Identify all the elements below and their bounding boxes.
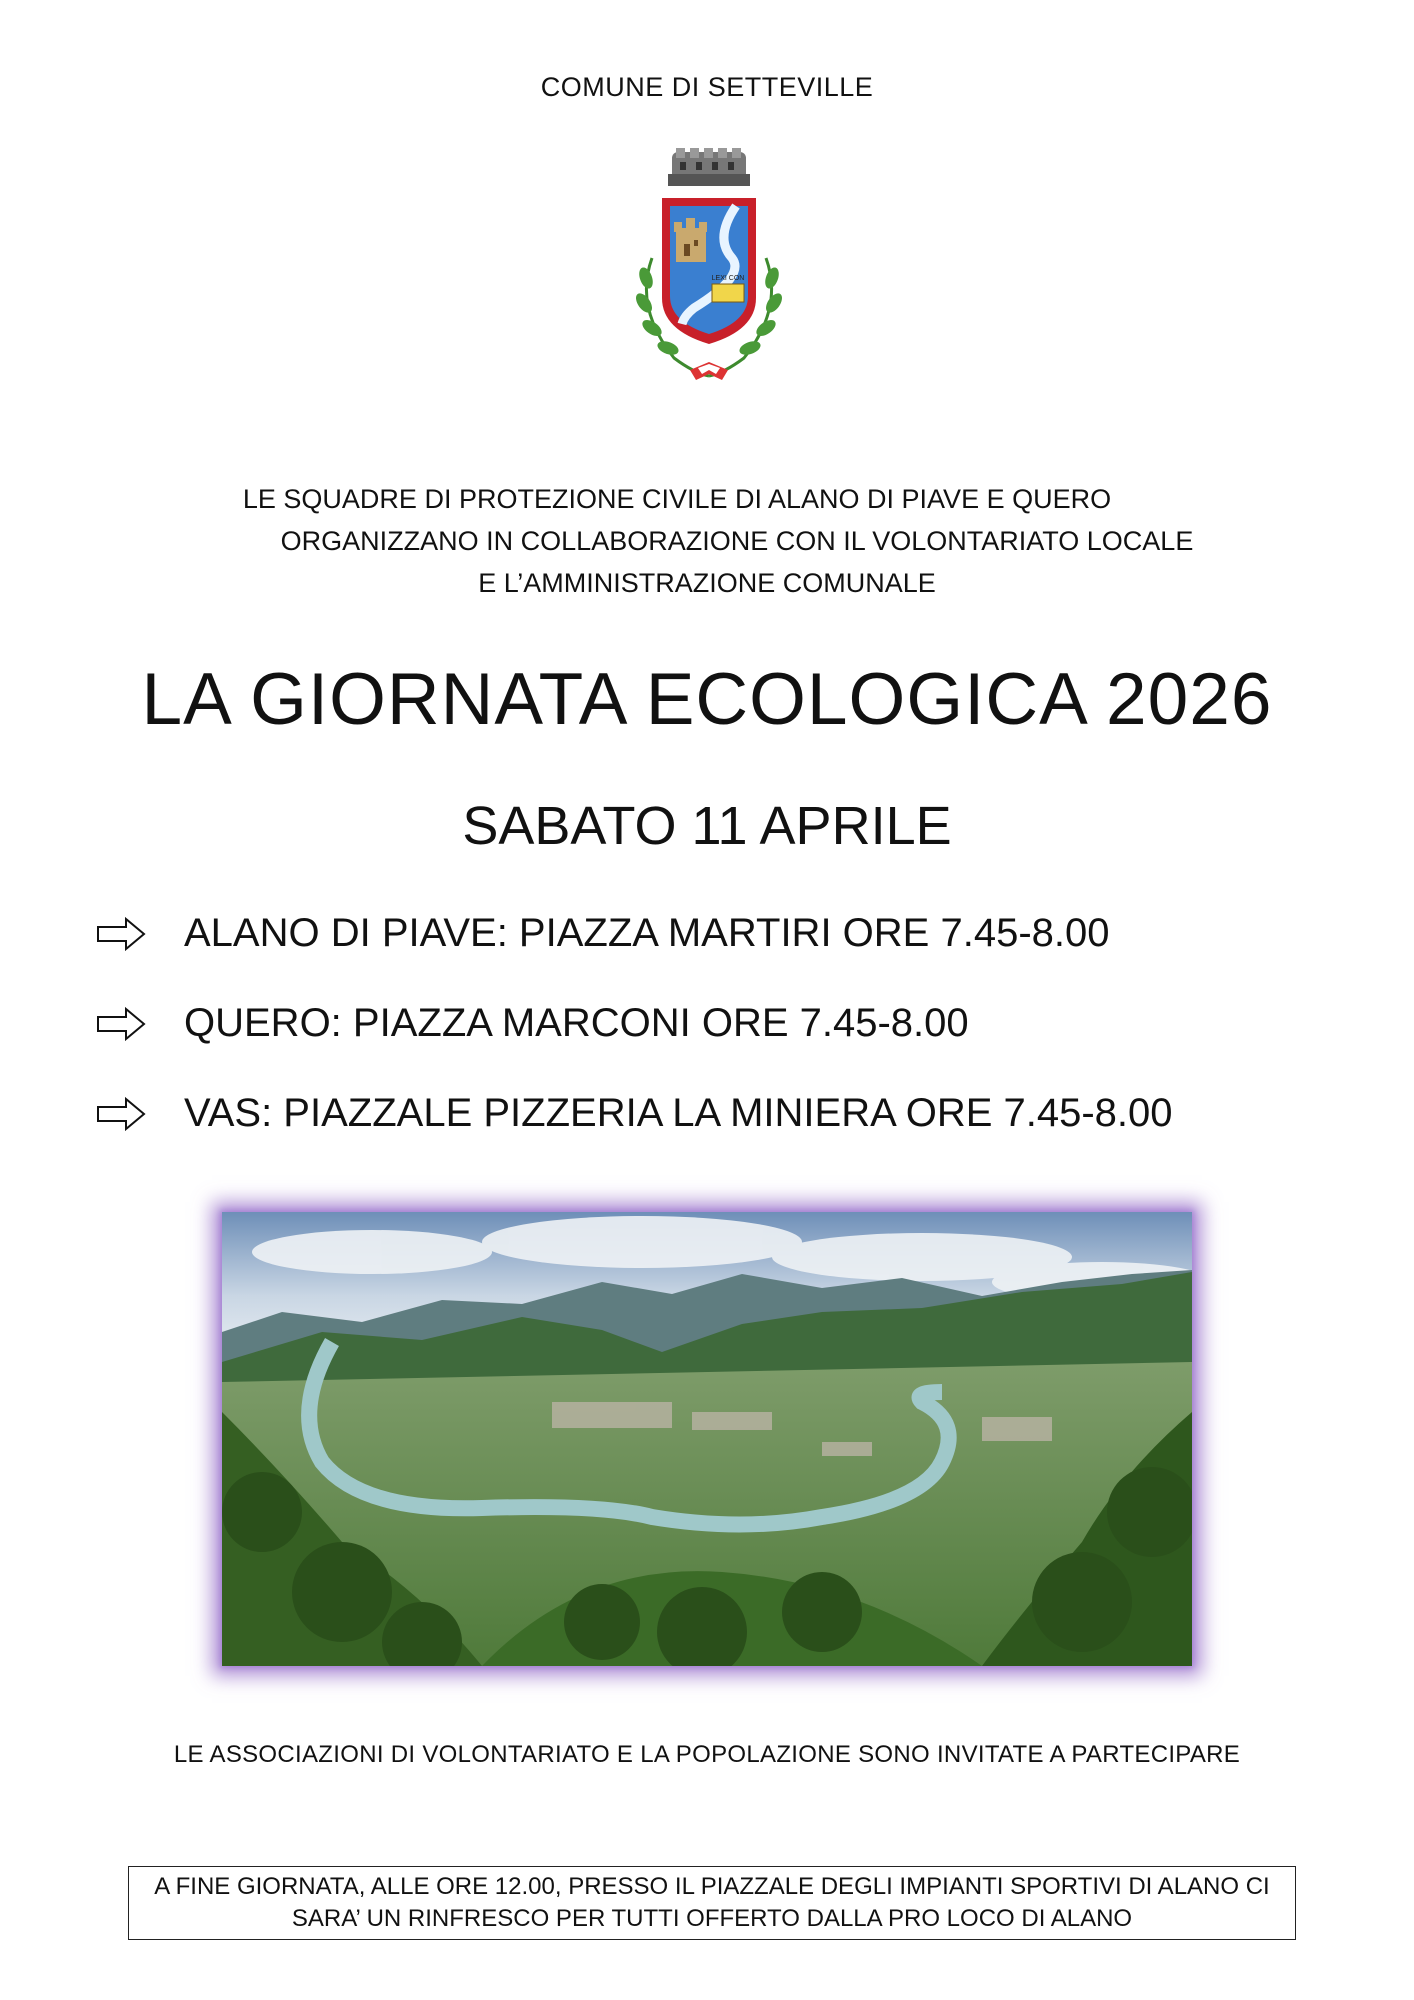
intro-text	[0, 478, 1414, 604]
location-text: QUERO: PIAZZA MARCONI ORE 7.45-8.00	[184, 1001, 969, 1045]
arrow-right-icon	[96, 1097, 146, 1131]
location-item	[96, 911, 1110, 956]
notice-line-2: SARA’ UN RINFRESCO PER TUTTI OFFERTO DALLA PRO LOCO DI ALANO	[291, 1905, 1133, 1932]
location-item	[96, 1091, 1173, 1136]
event-title: LA GIORNATA ECOLOGICA 2026	[141, 659, 1273, 740]
location-item	[96, 1001, 969, 1046]
event-date: SABATO 11 APRILE	[462, 796, 952, 856]
location-text: VAS: PIAZZALE PIZZERIA LA MINIERA ORE 7.45-8.00	[184, 1091, 1173, 1135]
intro-line-3: E L’AMMINISTRAZIONE COMUNALE	[478, 568, 936, 598]
intro-line-2: ORGANIZZANO IN COLLABORAZIONE CON IL VOLONTARIATO LOCALE	[280, 526, 1194, 556]
location-text: ALANO DI PIAVE: PIAZZA MARTIRI ORE 7.45-8.00	[184, 911, 1110, 955]
coat-of-arms-icon	[624, 148, 794, 384]
invite-text: LE ASSOCIAZIONI DI VOLONTARIATO E LA POPOLAZIONE SONO INVITATE A PARTECIPARE	[173, 1741, 1241, 1768]
crown-icon	[668, 148, 750, 186]
intro-line-1: LE SQUADRE DI PROTEZIONE CIVILE DI ALANO DI PIAVE E QUERO	[242, 484, 1112, 514]
arrow-right-icon	[96, 917, 146, 951]
notice-box	[128, 1866, 1296, 1940]
header-comune: COMUNE DI SETTEVILLE	[540, 72, 874, 102]
svg-text:LEXI CON: LEXI CON	[711, 275, 745, 282]
notice-line-1: A FINE GIORNATA, ALLE ORE 12.00, PRESSO IL PIAZZALE DEGLI IMPIANTI SPORTIVI DI ALANO CI	[154, 1873, 1270, 1900]
arrow-right-icon	[96, 1007, 146, 1041]
valley-landscape-photo	[222, 1212, 1192, 1666]
